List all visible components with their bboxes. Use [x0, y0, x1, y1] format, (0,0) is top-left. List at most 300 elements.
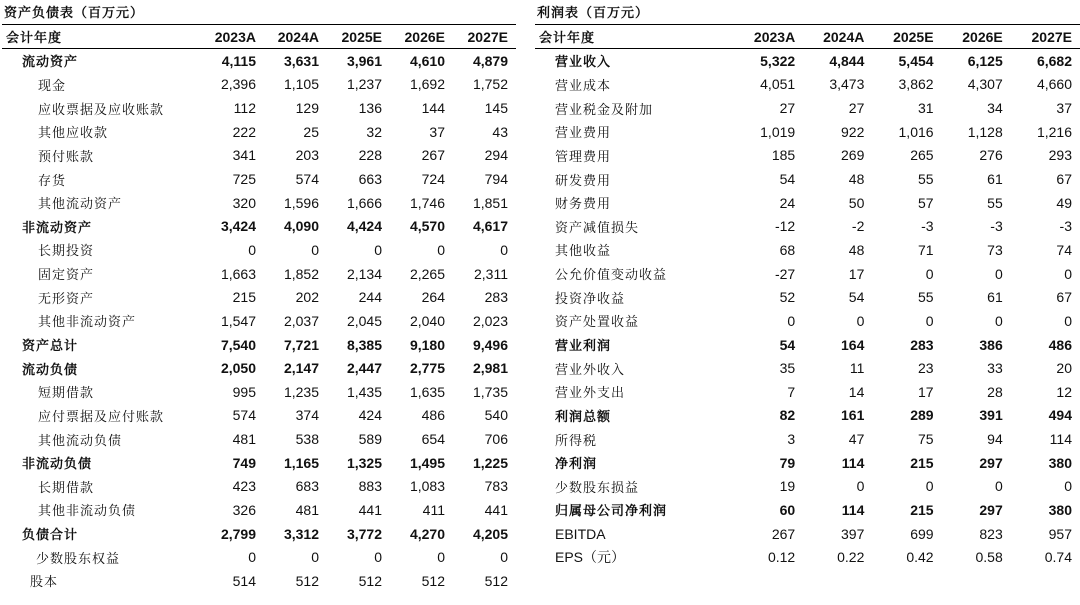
table-row — [2, 404, 516, 428]
cell-value: 2,265 — [409, 265, 445, 282]
cell-value: 2,037 — [283, 312, 319, 329]
cell-value: 215 — [910, 501, 934, 518]
cell-value: 1,495 — [409, 454, 445, 471]
table-row — [2, 545, 516, 569]
cell-value: 215 — [232, 289, 256, 306]
row-label: 现金 — [38, 78, 67, 94]
cell-value: 32 — [366, 123, 382, 140]
cell-value: 783 — [484, 478, 508, 495]
row-label: 非流动资产 — [22, 220, 93, 236]
cell-value: 47 — [848, 431, 865, 448]
table-row — [2, 96, 516, 120]
row-label: 归属母公司净利润 — [555, 504, 668, 520]
cell-value: 540 — [484, 407, 508, 424]
table-row — [535, 475, 1080, 499]
row-label: 资产处置收益 — [555, 315, 640, 331]
cell-value: 4,115 — [221, 52, 256, 69]
row-label: 管理费用 — [555, 149, 612, 165]
row-label: 净利润 — [555, 457, 598, 473]
cell-value: 512 — [484, 572, 508, 589]
cell-value: 3,312 — [283, 525, 319, 542]
cell-value: 136 — [358, 100, 382, 117]
cell-value: 2,147 — [283, 360, 319, 377]
cell-value: 2,050 — [220, 360, 256, 377]
table-row — [2, 333, 516, 357]
cell-value: 386 — [979, 336, 1003, 353]
income-statement-table — [535, 25, 1080, 569]
table-row — [2, 144, 516, 168]
cell-value: 1,596 — [283, 194, 319, 211]
cell-value: 112 — [233, 100, 256, 117]
balance-sheet-title: 资产负债表（百万元） — [2, 0, 516, 25]
row-label: 非流动负债 — [22, 457, 93, 473]
cell-value: 749 — [232, 454, 256, 471]
cell-value: 73 — [987, 241, 1003, 258]
row-label: 预付账款 — [38, 149, 95, 165]
cell-value: 4,617 — [472, 218, 508, 235]
cell-value: 374 — [295, 407, 319, 424]
cell-value: 0.42 — [906, 549, 934, 566]
cell-value: 512 — [421, 572, 445, 589]
cell-value: 215 — [910, 454, 934, 471]
cell-value: 0 — [994, 312, 1003, 329]
cell-value: 283 — [910, 336, 934, 353]
table-row — [2, 191, 516, 215]
cell-value: 33 — [987, 360, 1003, 377]
table-row — [2, 498, 516, 522]
cell-value: 494 — [1048, 407, 1072, 424]
cell-value: 54 — [779, 171, 796, 188]
cell-value: 663 — [358, 171, 382, 188]
table-row — [2, 451, 516, 475]
table-row — [2, 285, 516, 309]
table-row — [535, 451, 1080, 475]
cell-value: 145 — [484, 100, 508, 117]
table-row — [2, 569, 516, 593]
cell-value: 55 — [917, 289, 934, 306]
cell-value: 0.12 — [767, 549, 796, 566]
cell-value: 326 — [232, 501, 256, 518]
cell-value: 67 — [1056, 171, 1072, 188]
cell-value: 794 — [484, 171, 508, 188]
cell-value: 54 — [779, 336, 796, 353]
cell-value: 574 — [232, 407, 256, 424]
cell-value: 341 — [232, 147, 256, 164]
cell-value: 185 — [771, 147, 796, 164]
table-row — [535, 545, 1080, 569]
cell-value: 0 — [374, 549, 382, 566]
header-year: 2025E — [872, 25, 941, 49]
cell-value: 2,396 — [220, 76, 256, 93]
cell-value: 31 — [917, 100, 934, 117]
cell-value: 706 — [484, 431, 508, 448]
cell-value: 269 — [841, 147, 865, 164]
cell-value: 1,851 — [472, 194, 508, 211]
cell-value: 0 — [856, 312, 865, 329]
cell-value: 9,496 — [472, 336, 508, 353]
cell-value: 4,610 — [409, 52, 445, 69]
cell-value: 0 — [1064, 312, 1072, 329]
cell-value: 574 — [295, 171, 319, 188]
table-row — [2, 427, 516, 451]
row-label: 利润总额 — [555, 409, 612, 425]
cell-value: 1,083 — [409, 478, 445, 495]
cell-value: 1,237 — [346, 76, 382, 93]
cell-value: 4,879 — [472, 52, 508, 69]
table-row — [2, 475, 516, 499]
cell-value: 0 — [500, 241, 508, 258]
header-year: 2024A — [264, 25, 327, 49]
cell-value: 883 — [358, 478, 382, 495]
cell-value: 0 — [994, 265, 1003, 282]
cell-value: 3,862 — [898, 76, 934, 93]
cell-value: 67 — [1056, 289, 1072, 306]
cell-value: 0 — [311, 241, 319, 258]
cell-value: 538 — [295, 431, 319, 448]
row-label: 短期借款 — [38, 386, 95, 402]
table-row — [535, 404, 1080, 428]
cell-value: 3 — [787, 431, 796, 448]
cell-value: 50 — [848, 194, 865, 211]
cell-value: 55 — [987, 194, 1003, 211]
cell-value: 411 — [422, 501, 445, 518]
table-row — [535, 49, 1080, 73]
row-label: 公允价值变动收益 — [555, 268, 668, 284]
row-label: 营业利润 — [555, 339, 612, 354]
cell-value: 54 — [848, 289, 865, 306]
cell-value: 4,051 — [760, 76, 796, 93]
cell-value: 114 — [841, 454, 865, 471]
cell-value: 0.58 — [975, 549, 1003, 566]
cell-value: 79 — [779, 454, 796, 471]
cell-value: 922 — [841, 123, 865, 140]
cell-value: 0 — [437, 241, 445, 258]
cell-value: 0 — [925, 265, 934, 282]
cell-value: 481 — [232, 431, 256, 448]
cell-value: 0 — [437, 549, 445, 566]
cell-value: 1,105 — [283, 76, 319, 93]
cell-value: 995 — [232, 383, 256, 400]
table-row — [535, 356, 1080, 380]
table-row — [2, 356, 516, 380]
cell-value: -3 — [990, 218, 1003, 235]
balance-sheet-panel — [2, 0, 516, 593]
row-label: 流动资产 — [22, 55, 79, 71]
row-label: 资产总计 — [22, 339, 79, 354]
cell-value: 2,023 — [472, 312, 508, 329]
cell-value: 8,385 — [346, 336, 382, 353]
row-label: 研发费用 — [555, 173, 612, 189]
cell-value: -2 — [851, 218, 865, 235]
cell-value: 297 — [979, 501, 1003, 518]
cell-value: 3,772 — [346, 525, 382, 542]
cell-value: 1,216 — [1036, 123, 1072, 140]
cell-value: 0 — [1064, 478, 1072, 495]
cell-value: 4,424 — [346, 218, 382, 235]
cell-value: 48 — [848, 171, 865, 188]
cell-value: 1,692 — [409, 76, 445, 93]
row-label: 存货 — [38, 173, 67, 189]
cell-value: 4,660 — [1036, 76, 1072, 93]
row-label: 少数股东权益 — [36, 551, 121, 567]
cell-value: 60 — [779, 501, 796, 518]
cell-value: 1,435 — [346, 383, 382, 400]
cell-value: 0 — [787, 312, 796, 329]
table-row — [2, 49, 516, 73]
cell-value: 481 — [295, 501, 319, 518]
row-label: 营业税金及附加 — [555, 102, 654, 118]
cell-value: 144 — [421, 100, 445, 117]
row-label: 所得税 — [555, 433, 598, 449]
cell-value: -3 — [1059, 218, 1072, 235]
cell-value: 3,424 — [220, 218, 256, 235]
cell-value: 14 — [848, 383, 865, 400]
cell-value: 37 — [1056, 100, 1072, 117]
row-label: 少数股东损益 — [555, 480, 640, 496]
cell-value: 654 — [421, 431, 445, 448]
cell-value: 0 — [374, 241, 382, 258]
cell-value: 441 — [358, 501, 382, 518]
cell-value: 297 — [979, 454, 1003, 471]
table-row — [535, 214, 1080, 238]
cell-value: 2,775 — [409, 360, 445, 377]
row-label: 其他收益 — [555, 244, 612, 260]
row-label: 固定资产 — [38, 268, 95, 284]
cell-value: 699 — [910, 525, 934, 542]
header-year: 2027E — [453, 25, 516, 49]
cell-value: 589 — [358, 431, 382, 448]
table-row — [2, 380, 516, 404]
cell-value: 2,447 — [346, 360, 382, 377]
row-label: 资产减值损失 — [555, 220, 640, 236]
cell-value: 1,663 — [220, 265, 256, 282]
cell-value: 0 — [500, 549, 508, 566]
cell-value: 267 — [421, 147, 445, 164]
cell-value: 1,547 — [220, 312, 256, 329]
balance-sheet-table — [2, 25, 516, 593]
header-year: 2025E — [327, 25, 390, 49]
cell-value: 823 — [979, 525, 1003, 542]
cell-value: 6,125 — [967, 52, 1003, 69]
cell-value: 37 — [429, 123, 445, 140]
table-row — [535, 380, 1080, 404]
cell-value: 3,473 — [829, 76, 865, 93]
cell-value: 161 — [841, 407, 865, 424]
cell-value: 441 — [484, 501, 508, 518]
cell-value: 1,735 — [472, 383, 508, 400]
cell-value: 2,045 — [346, 312, 382, 329]
table-row — [535, 309, 1080, 333]
cell-value: 289 — [910, 407, 934, 424]
cell-value: 164 — [841, 336, 865, 353]
cell-value: 2,311 — [474, 265, 508, 282]
income-statement-panel — [535, 0, 1080, 569]
cell-value: 12 — [1056, 383, 1072, 400]
cell-value: 74 — [1056, 241, 1072, 258]
cell-value: 293 — [1048, 147, 1072, 164]
cell-value: 4,307 — [967, 76, 1003, 93]
cell-value: 244 — [358, 289, 382, 306]
header-label: 会计年度 — [535, 25, 734, 49]
table-row — [535, 498, 1080, 522]
income-statement-title: 利润表（百万元） — [535, 0, 1080, 25]
cell-value: 68 — [779, 241, 796, 258]
cell-value: 1,666 — [346, 194, 382, 211]
cell-value: 4,090 — [283, 218, 319, 235]
table-row — [2, 120, 516, 144]
cell-value: 1,635 — [409, 383, 445, 400]
header-year: 2026E — [390, 25, 453, 49]
cell-value: 7,540 — [220, 336, 256, 353]
table-row — [535, 120, 1080, 144]
table-row — [2, 522, 516, 546]
table-row — [2, 167, 516, 191]
cell-value: 0 — [248, 549, 256, 566]
table-row — [2, 214, 516, 238]
cell-value: 267 — [771, 525, 796, 542]
cell-value: 683 — [295, 478, 319, 495]
table-row — [535, 285, 1080, 309]
cell-value: 486 — [421, 407, 445, 424]
cell-value: 61 — [987, 289, 1003, 306]
income-statement-header-row — [535, 25, 1080, 49]
cell-value: 0 — [925, 312, 934, 329]
row-label: 营业成本 — [555, 78, 612, 94]
cell-value: 20 — [1056, 360, 1072, 377]
cell-value: 75 — [917, 431, 934, 448]
cell-value: 512 — [295, 572, 319, 589]
cell-value: 512 — [358, 572, 382, 589]
cell-value: 55 — [917, 171, 934, 188]
row-label: 其他非流动负债 — [38, 504, 137, 520]
cell-value: 2,134 — [346, 265, 382, 282]
cell-value: 34 — [987, 100, 1003, 117]
cell-value: 25 — [303, 123, 319, 140]
row-label: 投资净收益 — [555, 291, 626, 307]
cell-value: 1,746 — [409, 194, 445, 211]
table-row — [535, 167, 1080, 191]
row-label: 其他流动负债 — [38, 433, 123, 449]
cell-value: 5,322 — [760, 52, 796, 69]
cell-value: 0 — [925, 478, 934, 495]
cell-value: 1,325 — [346, 454, 382, 471]
header-label: 会计年度 — [2, 25, 201, 49]
cell-value: 3,961 — [346, 52, 382, 69]
cell-value: 380 — [1048, 501, 1072, 518]
cell-value: 4,205 — [472, 525, 508, 542]
cell-value: 48 — [848, 241, 865, 258]
cell-value: 725 — [232, 171, 256, 188]
cell-value: -12 — [774, 218, 796, 235]
cell-value: 380 — [1048, 454, 1072, 471]
cell-value: 82 — [779, 407, 796, 424]
row-label: 长期借款 — [38, 480, 95, 496]
cell-value: 0.74 — [1044, 549, 1072, 566]
row-label: 负债合计 — [22, 528, 79, 544]
row-label: 其他非流动资产 — [38, 315, 137, 331]
table-row — [535, 522, 1080, 546]
cell-value: 4,570 — [409, 218, 445, 235]
cell-value: -3 — [921, 218, 934, 235]
cell-value: 294 — [484, 147, 508, 164]
cell-value: 0 — [856, 478, 865, 495]
table-row — [2, 262, 516, 286]
row-label: 无形资产 — [38, 291, 95, 307]
cell-value: 0 — [994, 478, 1003, 495]
cell-value: 391 — [979, 407, 1003, 424]
table-row — [535, 238, 1080, 262]
cell-value: 17 — [848, 265, 865, 282]
cell-value: 7,721 — [283, 336, 319, 353]
table-row — [535, 144, 1080, 168]
cell-value: 17 — [917, 383, 934, 400]
cell-value: 27 — [779, 100, 796, 117]
row-label: 其他应收款 — [38, 126, 109, 142]
cell-value: 129 — [295, 100, 319, 117]
cell-value: -27 — [774, 265, 796, 282]
cell-value: 1,165 — [283, 454, 319, 471]
header-year: 2027E — [1011, 25, 1080, 49]
table-row — [535, 262, 1080, 286]
header-year: 2023A — [734, 25, 803, 49]
cell-value: 0 — [311, 549, 319, 566]
header-year: 2023A — [201, 25, 264, 49]
row-label: 营业外收入 — [555, 362, 626, 378]
cell-value: 2,981 — [472, 360, 508, 377]
cell-value: 71 — [917, 241, 934, 258]
row-label: 财务费用 — [555, 197, 612, 213]
cell-value: 5,454 — [898, 52, 934, 69]
table-row — [2, 238, 516, 262]
cell-value: 94 — [987, 431, 1003, 448]
cell-value: 9,180 — [409, 336, 445, 353]
cell-value: 43 — [492, 123, 508, 140]
row-label: 长期投资 — [38, 244, 95, 260]
cell-value: 222 — [232, 123, 256, 140]
cell-value: 28 — [987, 383, 1003, 400]
cell-value: 283 — [484, 289, 508, 306]
table-row — [535, 333, 1080, 357]
row-label: 其他流动资产 — [38, 197, 123, 213]
cell-value: 724 — [421, 171, 445, 188]
row-label: EPS（元） — [555, 549, 626, 566]
cell-value: 957 — [1048, 525, 1072, 542]
cell-value: 276 — [979, 147, 1003, 164]
cell-value: 0 — [1064, 265, 1072, 282]
cell-value: 514 — [232, 572, 256, 589]
cell-value: 1,852 — [283, 265, 319, 282]
cell-value: 1,752 — [472, 76, 508, 93]
cell-value: 423 — [232, 478, 256, 495]
row-label: 应收票据及应收账款 — [38, 102, 165, 118]
cell-value: 397 — [841, 525, 865, 542]
cell-value: 203 — [295, 147, 319, 164]
cell-value: 1,019 — [760, 123, 796, 140]
cell-value: 2,799 — [220, 525, 256, 542]
cell-value: 1,235 — [283, 383, 319, 400]
cell-value: 23 — [917, 360, 934, 377]
row-label: 应付票据及应付账款 — [38, 409, 165, 425]
cell-value: 320 — [232, 194, 256, 211]
table-row — [535, 96, 1080, 120]
income-statement-body — [535, 49, 1080, 570]
cell-value: 265 — [910, 147, 934, 164]
cell-value: 424 — [358, 407, 382, 424]
table-row — [535, 191, 1080, 215]
table-row — [535, 427, 1080, 451]
cell-value: 2,040 — [409, 312, 445, 329]
cell-value: 1,225 — [472, 454, 508, 471]
